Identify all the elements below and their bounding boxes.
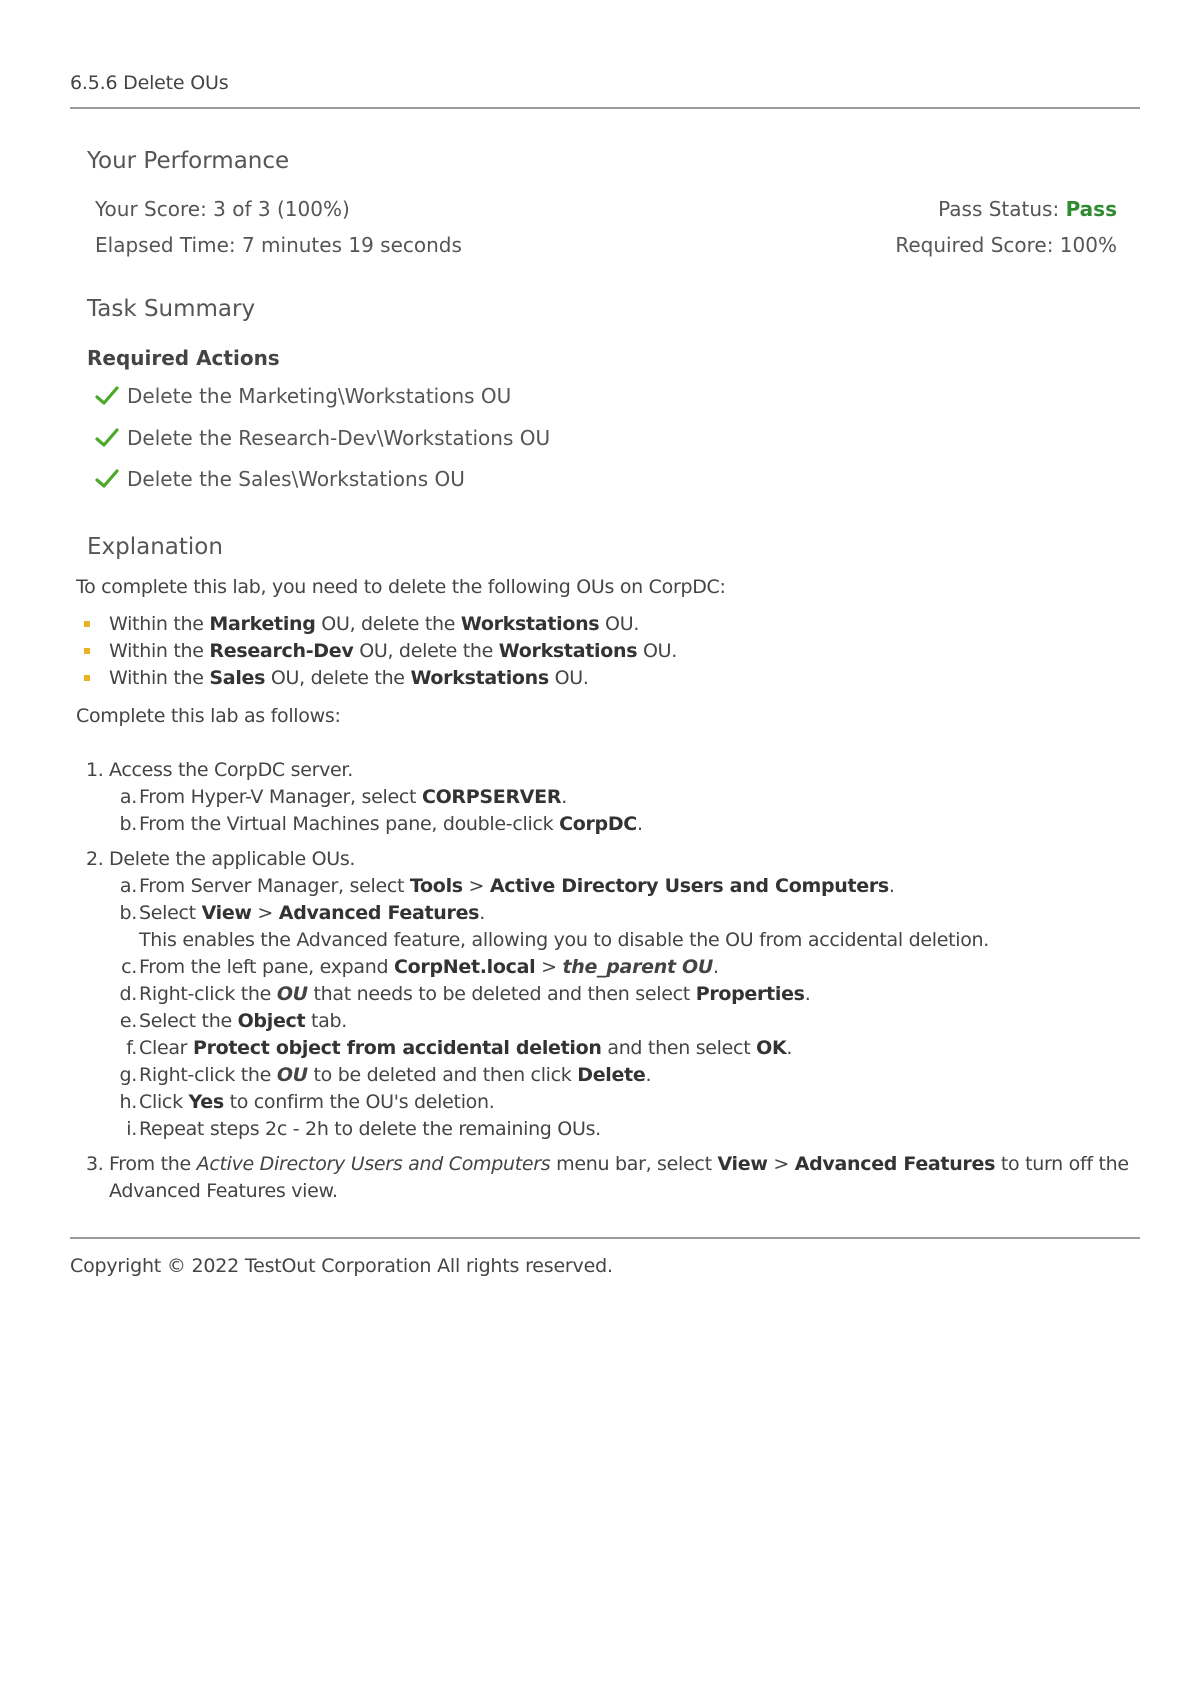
pass-status-label: Pass Status: [938, 197, 1060, 221]
required-action-label: Delete the Research-Dev\Workstations OU [127, 426, 551, 450]
checkmark-icon [95, 469, 119, 489]
required-action-label: Delete the Sales\Workstations OU [127, 467, 465, 491]
substep: b. Select View > Advanced Features. [119, 902, 485, 924]
ou-list-item: Within the Sales OU, delete the Workstations OU. [109, 667, 1146, 694]
required-action-item [95, 467, 465, 491]
step-1-substeps [109, 784, 1146, 838]
ou-list [76, 613, 1146, 694]
complete-intro: Complete this lab as follows: [76, 705, 341, 727]
substep: g. Right-click the OU to be deleted and then click Delete. [119, 1064, 652, 1086]
footer-divider [70, 1237, 1140, 1239]
step-2: 2. Delete the applicable OUs. a. From Server Manager, select Tools > Active Directory Users and Computers. b. Select View > Advanced Features. This enables the Advanced feature, allowing you to disable the OU from accidental deletion. c. From the left pane, expand CorpNet.local > the_parent OU. d. Right-click the OU that needs to be deleted and then select Properties. e. Select the Object tab. f. Clear Protect object from accidental deletion and then select OK. g. Right-click the OU to be deleted and then click Delete. h. Click Yes to confirm the OU's deletion. i. Repeat steps 2c - 2h to delete the remaining OUs. [76, 846, 1146, 1143]
explanation-body [76, 576, 1146, 1213]
substep-note: This enables the Advanced feature, allowing you to disable the OU from accidental deletion. [139, 929, 990, 951]
header-divider [70, 107, 1140, 109]
substep: a. From Hyper-V Manager, select CORPSERVER. [119, 786, 567, 808]
required-action-item [95, 384, 511, 408]
pass-status-value: Pass [1065, 197, 1117, 221]
steps-list [76, 757, 1146, 1205]
copyright-text: Copyright © 2022 TestOut Corporation All rights reserved. [70, 1255, 613, 1277]
checkmark-icon [95, 428, 119, 448]
ou-list-item: Within the Marketing OU, delete the Workstations OU. [109, 613, 1146, 640]
performance-heading: Your Performance [87, 148, 290, 174]
step-2-substeps [109, 873, 1146, 1143]
substep: f. Clear Protect object from accidental deletion and then select OK. [126, 1037, 793, 1059]
substep: h. Click Yes to confirm the OU's deletion. [119, 1091, 495, 1113]
explanation-heading: Explanation [87, 534, 223, 560]
step-1: 1. Access the CorpDC server. a. From Hyper-V Manager, select CORPSERVER. b. From the Virtual Machines pane, double-click CorpDC. [76, 757, 1146, 838]
substep: e. Select the Object tab. [119, 1010, 348, 1032]
substep: b. From the Virtual Machines pane, double-click CorpDC. [119, 813, 643, 835]
task-summary-heading: Task Summary [87, 296, 256, 322]
required-action-label: Delete the Marketing\Workstations OU [127, 384, 512, 408]
pass-status [938, 197, 1117, 221]
score-text: Your Score: 3 of 3 (100%) [95, 197, 350, 221]
required-action-item [95, 426, 550, 450]
ou-list-item: Within the Research-Dev OU, delete the Workstations OU. [109, 640, 1146, 667]
checkmark-icon [95, 386, 119, 406]
substep: d. Right-click the OU that needs to be deleted and then select Properties. [119, 983, 811, 1005]
required-score-text: Required Score: 100% [895, 233, 1117, 257]
explanation-intro: To complete this lab, you need to delete the following OUs on CorpDC: [76, 576, 726, 598]
required-actions-heading: Required Actions [87, 346, 280, 370]
elapsed-time-text: Elapsed Time: 7 minutes 19 seconds [95, 233, 462, 257]
substep: a. From Server Manager, select Tools > Active Directory Users and Computers. [119, 875, 895, 897]
step-3: 3. From the Active Directory Users and Computers menu bar, select View > Advanced Features to turn off the Advanced Features view. [86, 1153, 1129, 1202]
page-title: 6.5.6 Delete OUs [70, 72, 229, 94]
substep: c. From the left pane, expand CorpNet.local > the_parent OU. [121, 956, 719, 978]
substep: i. Repeat steps 2c - 2h to delete the remaining OUs. [126, 1118, 601, 1140]
